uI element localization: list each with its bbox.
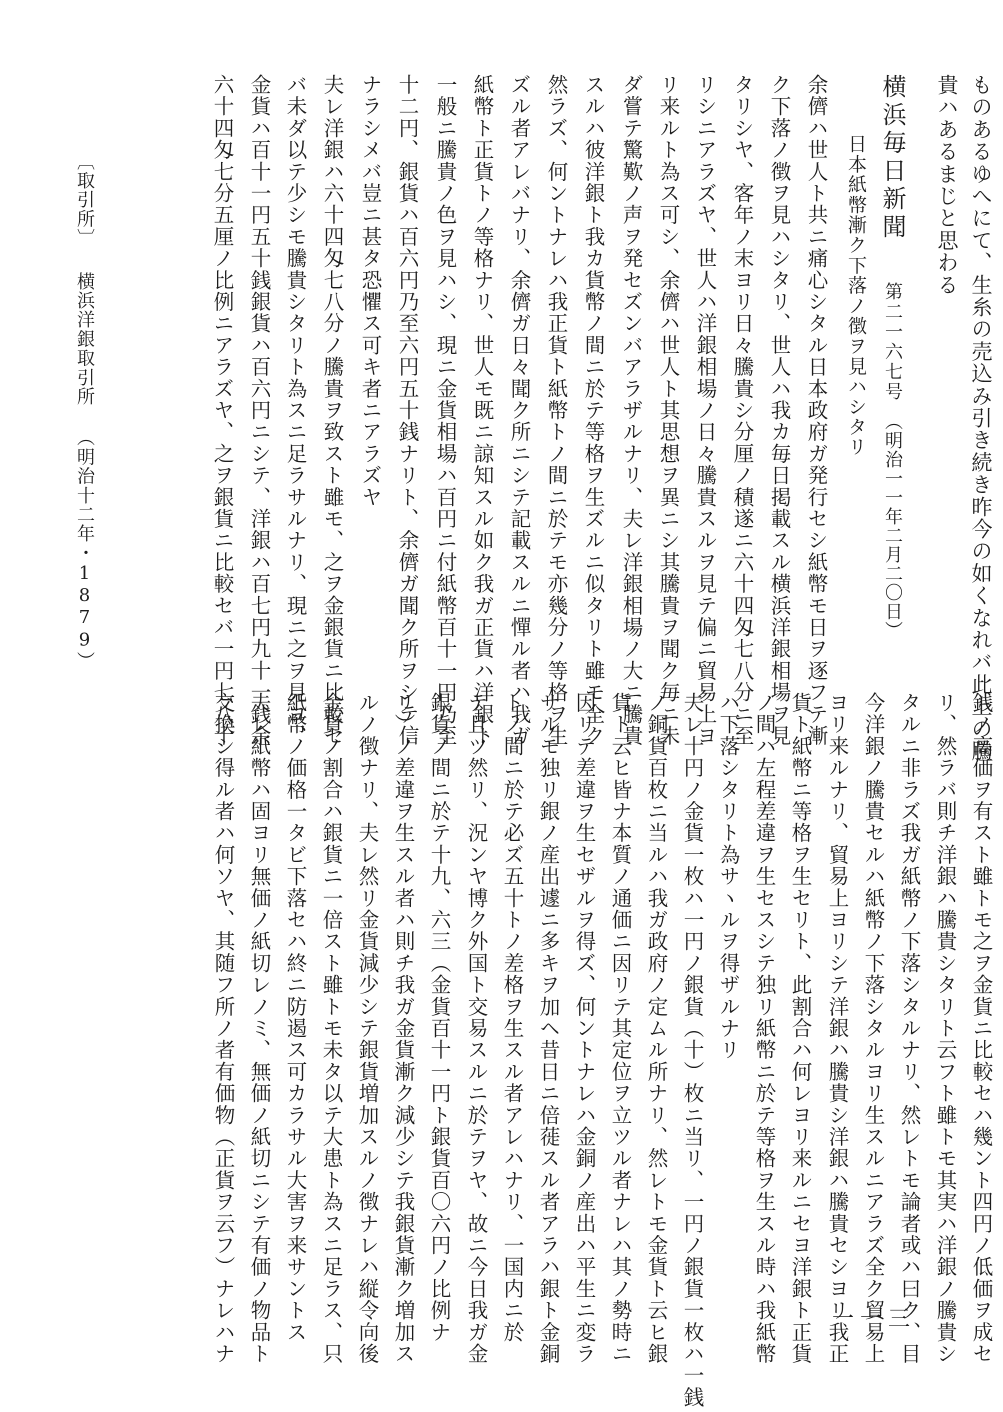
upper-text-column: 金貨ハ百十一円五十銭銀貨ハ百六円ニシテ、洋銀ハ百七円九十一銭余 — [247, 74, 271, 747]
article-header — [880, 74, 904, 646]
lower-text-column: ハ下落シタリト為サヽルヲ得ザルナリ — [716, 692, 740, 1061]
upper-text-column: 紙幣ト正貨トノ等格ナリ、世人モ既ニ諒知スル如ク我ガ正貨ハ洋銀ト — [470, 74, 494, 747]
source-name: 横浜洋銀取引所 — [74, 272, 95, 407]
source-year: （明治十二年・1879） — [74, 428, 95, 671]
lower-text-column: ノ間ハ左程差違ヲ生セスシテ独リ紙幣ニ於テ等格ヲ生スル時ハ我紙幣 — [752, 692, 776, 1365]
lower-text-column: 銀貨ノ間ニ於テ十九、六三（金貨百十一円ト銀貨百〇六円ノ比例ナ — [427, 692, 451, 1343]
lower-text-column: 交換シ得ル者ハ何ソヤ、其随フ所ノ者有価物（正貨ヲ云フ）ナレハナ — [211, 692, 235, 1365]
lower-text-column: ヨリ来ルナリ、貿易上ヨリシテ洋銀ハ騰貴シ洋銀ハ騰貴セシヨリ我正 — [825, 692, 849, 1365]
lower-text-column: 今洋銀ノ騰貴セルハ紙幣ノ下落シタルヨリ生スルニアラズ全ク貿易上 — [861, 692, 885, 1365]
upper-text-column: 六十四匁七分五厘ノ比例ニアラズヤ、之ヲ銀貨ニ比較セバ一円七八十 — [210, 74, 234, 747]
lower-text-column: 貨ト云ヒ皆ナ本質ノ通価ニ因リテ其定位ヲ立ツル者ナレハ其ノ勢時ニ — [608, 692, 632, 1365]
lower-text-column: タルニ非ラズ我ガ紙幣ノ下落シタルナリ、然レトモ論者或ハ曰ク、目 — [897, 692, 921, 1365]
upper-text-column: タリシヤ、客年ノ末ヨリ日々騰貴シ分厘ノ積遂ニ六十四匁七八分ニ至 — [730, 74, 754, 747]
lower-text-column: 夫レ十円ノ金貨一枚ハ一円ノ銀貨（十）枚ニ当リ、一円ノ銀貨一枚ハ一銭 — [680, 692, 704, 1409]
upper-text-column: リシニアラズヤ、世人ハ洋銀相場ノ日々騰貴スルヲ見テ偏ニ貿易上ヨ — [693, 74, 717, 747]
lower-text-column: ルノ徴ナリ、夫レ然リ金貨減少シテ銀貨増加スルノ徴ナレハ縦令向後 — [355, 692, 379, 1365]
lower-text-column: 夫レ紙幣ハ固ヨリ無価ノ紙切レノミ、無価ノ紙切ニシテ有価ノ物品ト — [247, 692, 271, 1365]
upper-text-column: 一般ニ騰貴ノ色ヲ見ハシ、現ニ金貨相場ハ百円ニ付紙幣百十一円乃至 — [433, 74, 457, 747]
upper-text-column: 然ラズ、何ントナレハ我正貨ト紙幣トノ間ニ於テモ亦幾分ノ等格ヲ生 — [544, 74, 568, 747]
upper-text-column: 夫レ洋銀ハ六十四匁七八分ノ騰貴ヲ致スト雖モ、之ヲ金銀貨ニ比較セ — [320, 74, 344, 747]
lower-text-column: トノ間ニ於テ必ズ五十トノ差格ヲ生スル者アレハナリ、一国内ニ於 — [500, 692, 524, 1343]
article-date: （明治一一年二月二〇日） — [882, 412, 903, 640]
lower-text-column: サルモ独リ銀ノ産出遽ニ多キヲ加ヘ昔日ニ倍蓰スル者アラハ銀ト金銅 — [536, 692, 560, 1365]
source-citation — [74, 152, 95, 671]
newspaper-name: 横浜毎日新聞 — [878, 74, 906, 242]
intro-line-1: ものあるゆへにて、生糸の売込み引き続き昨今の如くなれバ此上の騰 — [969, 74, 993, 763]
lower-text-column: 貨ト紙幣ニ等格ヲ生セリト、此割合ハ何レヨリ来ルニセヨ洋銀ト正貨 — [788, 692, 812, 1365]
lower-text-column: 紙幣ノ価格一タビ下落セハ終ニ防遏ス可カラサル大害ヲ来サントス — [283, 692, 307, 1343]
lower-text-column: 金貨ノ割合ハ銀貨ニ一倍スト雖トモ未タ以テ大患ト為スニ足ラス、只 — [319, 692, 343, 1365]
upper-text-column: バ未ダ以テ少シモ騰貴シタリト為スニ足ラサルナリ、現ニ之ヲ見ヨ、 — [283, 74, 307, 747]
lower-text-column: 銭ノ高価ヲ有スト雖トモ之ヲ金貨ニ比較セハ幾ント四円ノ低価ヲ成セ — [969, 692, 993, 1365]
lower-text-column: リ）ノ差違ヲ生スル者ハ則チ我ガ金貨漸ク減少シテ我銀貨漸ク増加ス — [391, 692, 415, 1365]
upper-text-column: スルハ彼洋銀ト我カ貨幣ノ間ニ於テ等格ヲ生ズルニ似タリト雖モ全ク — [581, 74, 605, 747]
upper-text-column: ク下落ノ徴ヲ見ハシタリ、世人ハ我カ毎日掲載スル横浜洋銀相場ヲ見 — [767, 74, 791, 747]
intro-line-2: 貴ハあるまじと思わる — [935, 74, 959, 296]
upper-text-column: リ来ルト為ス可シ、余儕ハ世人ト其思想ヲ異ニシ其騰貴ヲ聞ク毎ニ未 — [656, 74, 680, 747]
upper-text-column: ナラシメバ豈ニ甚タ恐懼ス可キ者ニアラズヤ — [358, 74, 382, 508]
source-label: 〔取引所〕 — [74, 152, 95, 248]
article-headline: 日本紙幣漸ク下落ノ徴ヲ見ハシタリ — [845, 134, 867, 458]
upper-text-column: 余儕ハ世人ト共ニ痛心シタル日本政府ガ発行セシ紙幣モ日ヲ逐フテ漸 — [804, 74, 828, 747]
upper-text-column: 十二円、銀貨ハ百六円乃至六円五十銭ナリト、余儕ガ聞ク所ヲシテ信 — [395, 74, 419, 747]
issue-number: 第二一六七号 — [882, 282, 903, 402]
upper-text-column: ズル者アレバナリ、余儕ガ日々聞ク所ニシテ記載スルニ憚ル者ハ我ガ — [507, 74, 531, 747]
upper-text-column: ダ嘗テ驚歎ノ声ヲ発セズンバアラザルナリ、夫レ洋銀相場ノ大ニ騰貴 — [619, 74, 643, 747]
page-number: 一一三 — [832, 1307, 917, 1332]
lower-text-column: リ、然ラバ則チ洋銀ハ騰貴シタリト云フト雖トモ其実ハ洋銀ノ騰貴シ — [933, 692, 957, 1365]
lower-text-column: 因リテ差違ヲ生セザルヲ得ズ、何ントナレハ金銅ノ産出ハ平生ニ変ラ — [572, 692, 596, 1365]
lower-text-column: ノ銅貨百枚ニ当ルハ我ガ政府ノ定ムル所ナリ、然レトモ金貨ト云ヒ銀 — [644, 692, 668, 1365]
lower-text-column: テ且ツ然リ、況ンヤ博ク外国ト交易スルニ於テヲヤ、故ニ今日我ガ金 — [464, 692, 488, 1365]
